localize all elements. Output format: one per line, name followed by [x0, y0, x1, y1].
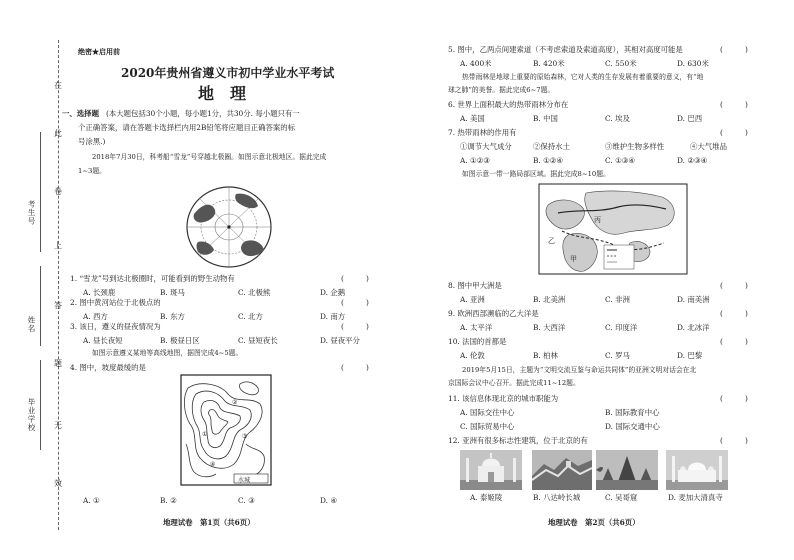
photo-taj-mahal	[460, 450, 522, 490]
question-7-stem: 7. 热带雨林的作用有	[448, 128, 517, 137]
question-8-stem: 8. 图中甲大洲是	[448, 281, 502, 290]
q4-option-d[interactable]: D. ④	[320, 496, 337, 505]
binding-mark: 在	[54, 81, 62, 90]
binding-line	[58, 40, 59, 530]
name-label: 姓名	[27, 316, 36, 333]
answer-paren: ( )	[341, 322, 369, 331]
q9-option-d[interactable]: D. 北冰洋	[677, 323, 710, 332]
section-title: 一、选择题	[62, 109, 99, 118]
answer-paren: ( )	[341, 298, 369, 307]
q2-option-d[interactable]: D. 南方	[320, 312, 346, 321]
intro-text-2: 如图示意遵义某地等高线地图，据图完成4~5题。	[92, 349, 243, 357]
q4-option-b[interactable]: B. ②	[160, 496, 177, 505]
binding-mark: 上	[54, 241, 62, 250]
q10-option-c[interactable]: C. 罗马	[605, 351, 630, 360]
answer-paren: ( )	[720, 128, 748, 137]
svg-text:②: ②	[232, 399, 238, 406]
q1-option-b[interactable]: B. 斑马	[160, 288, 185, 297]
q12-option-b[interactable]: B. 八达岭长城	[533, 493, 581, 502]
belt-road-intro: 如图示意一带一路局部区域。据此完成8~10题。	[462, 170, 610, 178]
q8-option-d[interactable]: D. 南美洲	[677, 295, 710, 304]
q9-option-c[interactable]: C. 印度洋	[605, 323, 638, 332]
q6-option-b[interactable]: B. 中国	[533, 114, 558, 123]
q7-item-4: ④大气堆品	[690, 142, 727, 151]
q8-option-c[interactable]: C. 非洲	[605, 295, 630, 304]
answer-paren: ( )	[720, 337, 748, 346]
binding-mark: 无	[54, 421, 62, 430]
binding-mark: 效	[54, 479, 62, 488]
question-5-stem: 5. 图中，乙两点间建索道（不考虑索道及索道高度），其相对高度可能是	[448, 45, 683, 54]
q11-option-c[interactable]: C. 国际贸易中心	[460, 422, 515, 431]
answer-paren: ( )	[720, 309, 748, 318]
q5-option-d[interactable]: D. 630米	[677, 59, 709, 68]
intro-text: 1~3题。	[78, 167, 106, 175]
q3-option-d[interactable]: D. 昼夜平分	[320, 336, 360, 345]
q2-option-c[interactable]: C. 北方	[238, 312, 263, 321]
q5-option-c[interactable]: C. 550米	[605, 59, 637, 68]
question-9-stem: 9. 欧洲西部濒临的乙大洋是	[448, 309, 539, 318]
photo-angkor-wat	[596, 450, 658, 490]
binding-mark: 卷	[54, 187, 62, 196]
q3-option-c[interactable]: C. 昼短夜长	[238, 336, 278, 345]
answer-paren: ( )	[720, 100, 748, 109]
q4-option-a[interactable]: A. ①	[83, 496, 100, 505]
exam-title: 2020年贵州省遵义市初中学业水平考试	[121, 66, 335, 80]
q10-option-d[interactable]: D. 巴黎	[677, 351, 703, 360]
q2-option-b[interactable]: B. 东方	[160, 312, 185, 321]
q1-option-c[interactable]: C. 北极熊	[238, 288, 271, 297]
section-desc: 个正确答案，请在答题卡选择栏内用2B铅笔将应题目正确答案的标	[78, 123, 296, 132]
page-footer-right: 地理试卷 第2页（共6页）	[548, 518, 640, 527]
map-label-jia: 甲	[570, 255, 577, 263]
q6-option-d[interactable]: D. 巴西	[677, 114, 703, 123]
question-3-stem: 3. 该日，遵义的昼夜情况为	[70, 322, 161, 331]
question-10-stem: 10. 法国的首都是	[448, 337, 507, 346]
q9-option-a[interactable]: A. 太平洋	[460, 323, 493, 332]
svg-text:①: ①	[202, 431, 208, 438]
binding-mark: 此	[54, 129, 62, 138]
q12-option-c[interactable]: C. 吴哥窟	[605, 493, 638, 502]
exam-number-label: 考生号	[27, 200, 36, 226]
map-label-bing: 丙	[594, 216, 601, 224]
dialogue-intro: 2019年5月15日，主题为“文明交流互鉴与命运共同体”的亚洲文明对话会在北	[462, 366, 697, 374]
q5-option-a[interactable]: A. 400米	[460, 59, 492, 68]
question-1-stem: 1. “雪龙”号到达北极圈时，可能看到的野生动物有	[70, 274, 235, 283]
svg-text:④: ④	[210, 461, 216, 468]
answer-paren: ( )	[341, 274, 369, 283]
section-desc: 号涂黑.)	[78, 137, 106, 146]
q7-item-2: ②保持水土	[533, 142, 570, 151]
map-label-yi: 乙	[548, 237, 555, 245]
q11-option-a[interactable]: A. 国际交往中心	[460, 408, 515, 417]
photo-grand-mosque	[666, 450, 728, 490]
q6-option-c[interactable]: C. 埃及	[605, 114, 630, 123]
question-6-stem: 6. 世界上面积最大的热带雨林分布在	[448, 100, 569, 109]
q9-option-b[interactable]: B. 大西洋	[533, 323, 566, 332]
dialogue-intro: 京国际会议中心召开。据此完成11~12题。	[448, 379, 580, 387]
q7-item-1: ①调节大气成分	[460, 142, 512, 151]
question-11-stem: 11. 该信息体现北京的城市职能为	[448, 394, 559, 403]
answer-paren: ( )	[720, 394, 748, 403]
svg-text:③: ③	[242, 433, 248, 440]
rainforest-intro: 球之肺”的美誉。据此完成6~7题。	[448, 86, 555, 94]
q7-option-d[interactable]: D. ②③④	[677, 156, 708, 165]
school-label: 毕业学校	[27, 398, 36, 432]
q5-option-b[interactable]: B. 420米	[533, 59, 565, 68]
q6-option-a[interactable]: A. 美国	[460, 114, 485, 123]
q2-option-a[interactable]: A. 西方	[83, 312, 108, 321]
school-line	[40, 360, 41, 450]
q3-option-a[interactable]: A. 昼长夜短	[83, 336, 123, 345]
q8-option-b[interactable]: B. 北美洲	[533, 295, 566, 304]
question-4-stem: 4. 图中，坡度最缓的是	[70, 363, 146, 372]
q7-option-c[interactable]: C. ①③④	[605, 156, 635, 165]
q11-option-b[interactable]: B. 国际教育中心	[605, 408, 660, 417]
q4-option-c[interactable]: C. ③	[238, 496, 255, 505]
page-footer-left: 地理试卷 第1页（共6页）	[163, 518, 255, 527]
q12-option-d[interactable]: D. 麦加大清真寺	[668, 493, 723, 502]
subject-title: 地 理	[198, 84, 247, 103]
answer-paren: ( )	[720, 281, 748, 290]
contour-map-label: 水城	[238, 477, 251, 484]
q12-option-a[interactable]: A. 泰姬陵	[470, 493, 503, 502]
question-12-stem: 12. 亚洲有很多标志性建筑，位于北京的有	[448, 436, 588, 445]
rainforest-intro: 热带雨林是地球上重要的原始森林，它对人类的生存发展有着重要的意义，有“地	[462, 73, 704, 81]
secret-label: 绝密★启用前	[78, 47, 120, 56]
arctic-map	[184, 184, 274, 270]
section-desc: (本大题包括30个小题，每小题1分，共30分. 每小题只有一	[106, 109, 300, 118]
q3-option-b[interactable]: B. 极昼日区	[160, 336, 200, 345]
photo-great-wall	[532, 450, 592, 490]
question-2-stem: 2. 图中黄河站位于北极点的	[70, 298, 161, 307]
answer-paren: ( )	[720, 45, 748, 54]
name-line	[40, 266, 41, 346]
binding-mark: 答	[54, 301, 62, 310]
q10-option-b[interactable]: B. 柏林	[533, 351, 558, 360]
q8-option-a[interactable]: A. 亚洲	[460, 295, 485, 304]
q7-option-b[interactable]: B. ①②④	[533, 156, 564, 165]
q1-option-d[interactable]: D. 企鹅	[320, 288, 346, 297]
q1-option-a[interactable]: A. 长颈鹿	[83, 288, 116, 297]
q7-item-3: ③维护生物多样性	[605, 142, 665, 151]
intro-text: 2018年7月30日，科考船“雪龙”号穿越北极圈。如图示意北极地区。据此完成	[92, 153, 327, 161]
answer-paren: ( )	[341, 363, 369, 372]
exam-number-line	[40, 132, 41, 252]
q7-option-a[interactable]: A. ①②③	[460, 156, 490, 165]
contour-map	[180, 374, 272, 486]
q10-option-a[interactable]: A. 伦敦	[460, 351, 485, 360]
binding-mark: 题	[54, 359, 62, 368]
belt-road-map	[538, 183, 688, 275]
q11-option-d[interactable]: D. 国际交通中心	[605, 422, 660, 431]
answer-paren: ( )	[720, 436, 748, 445]
